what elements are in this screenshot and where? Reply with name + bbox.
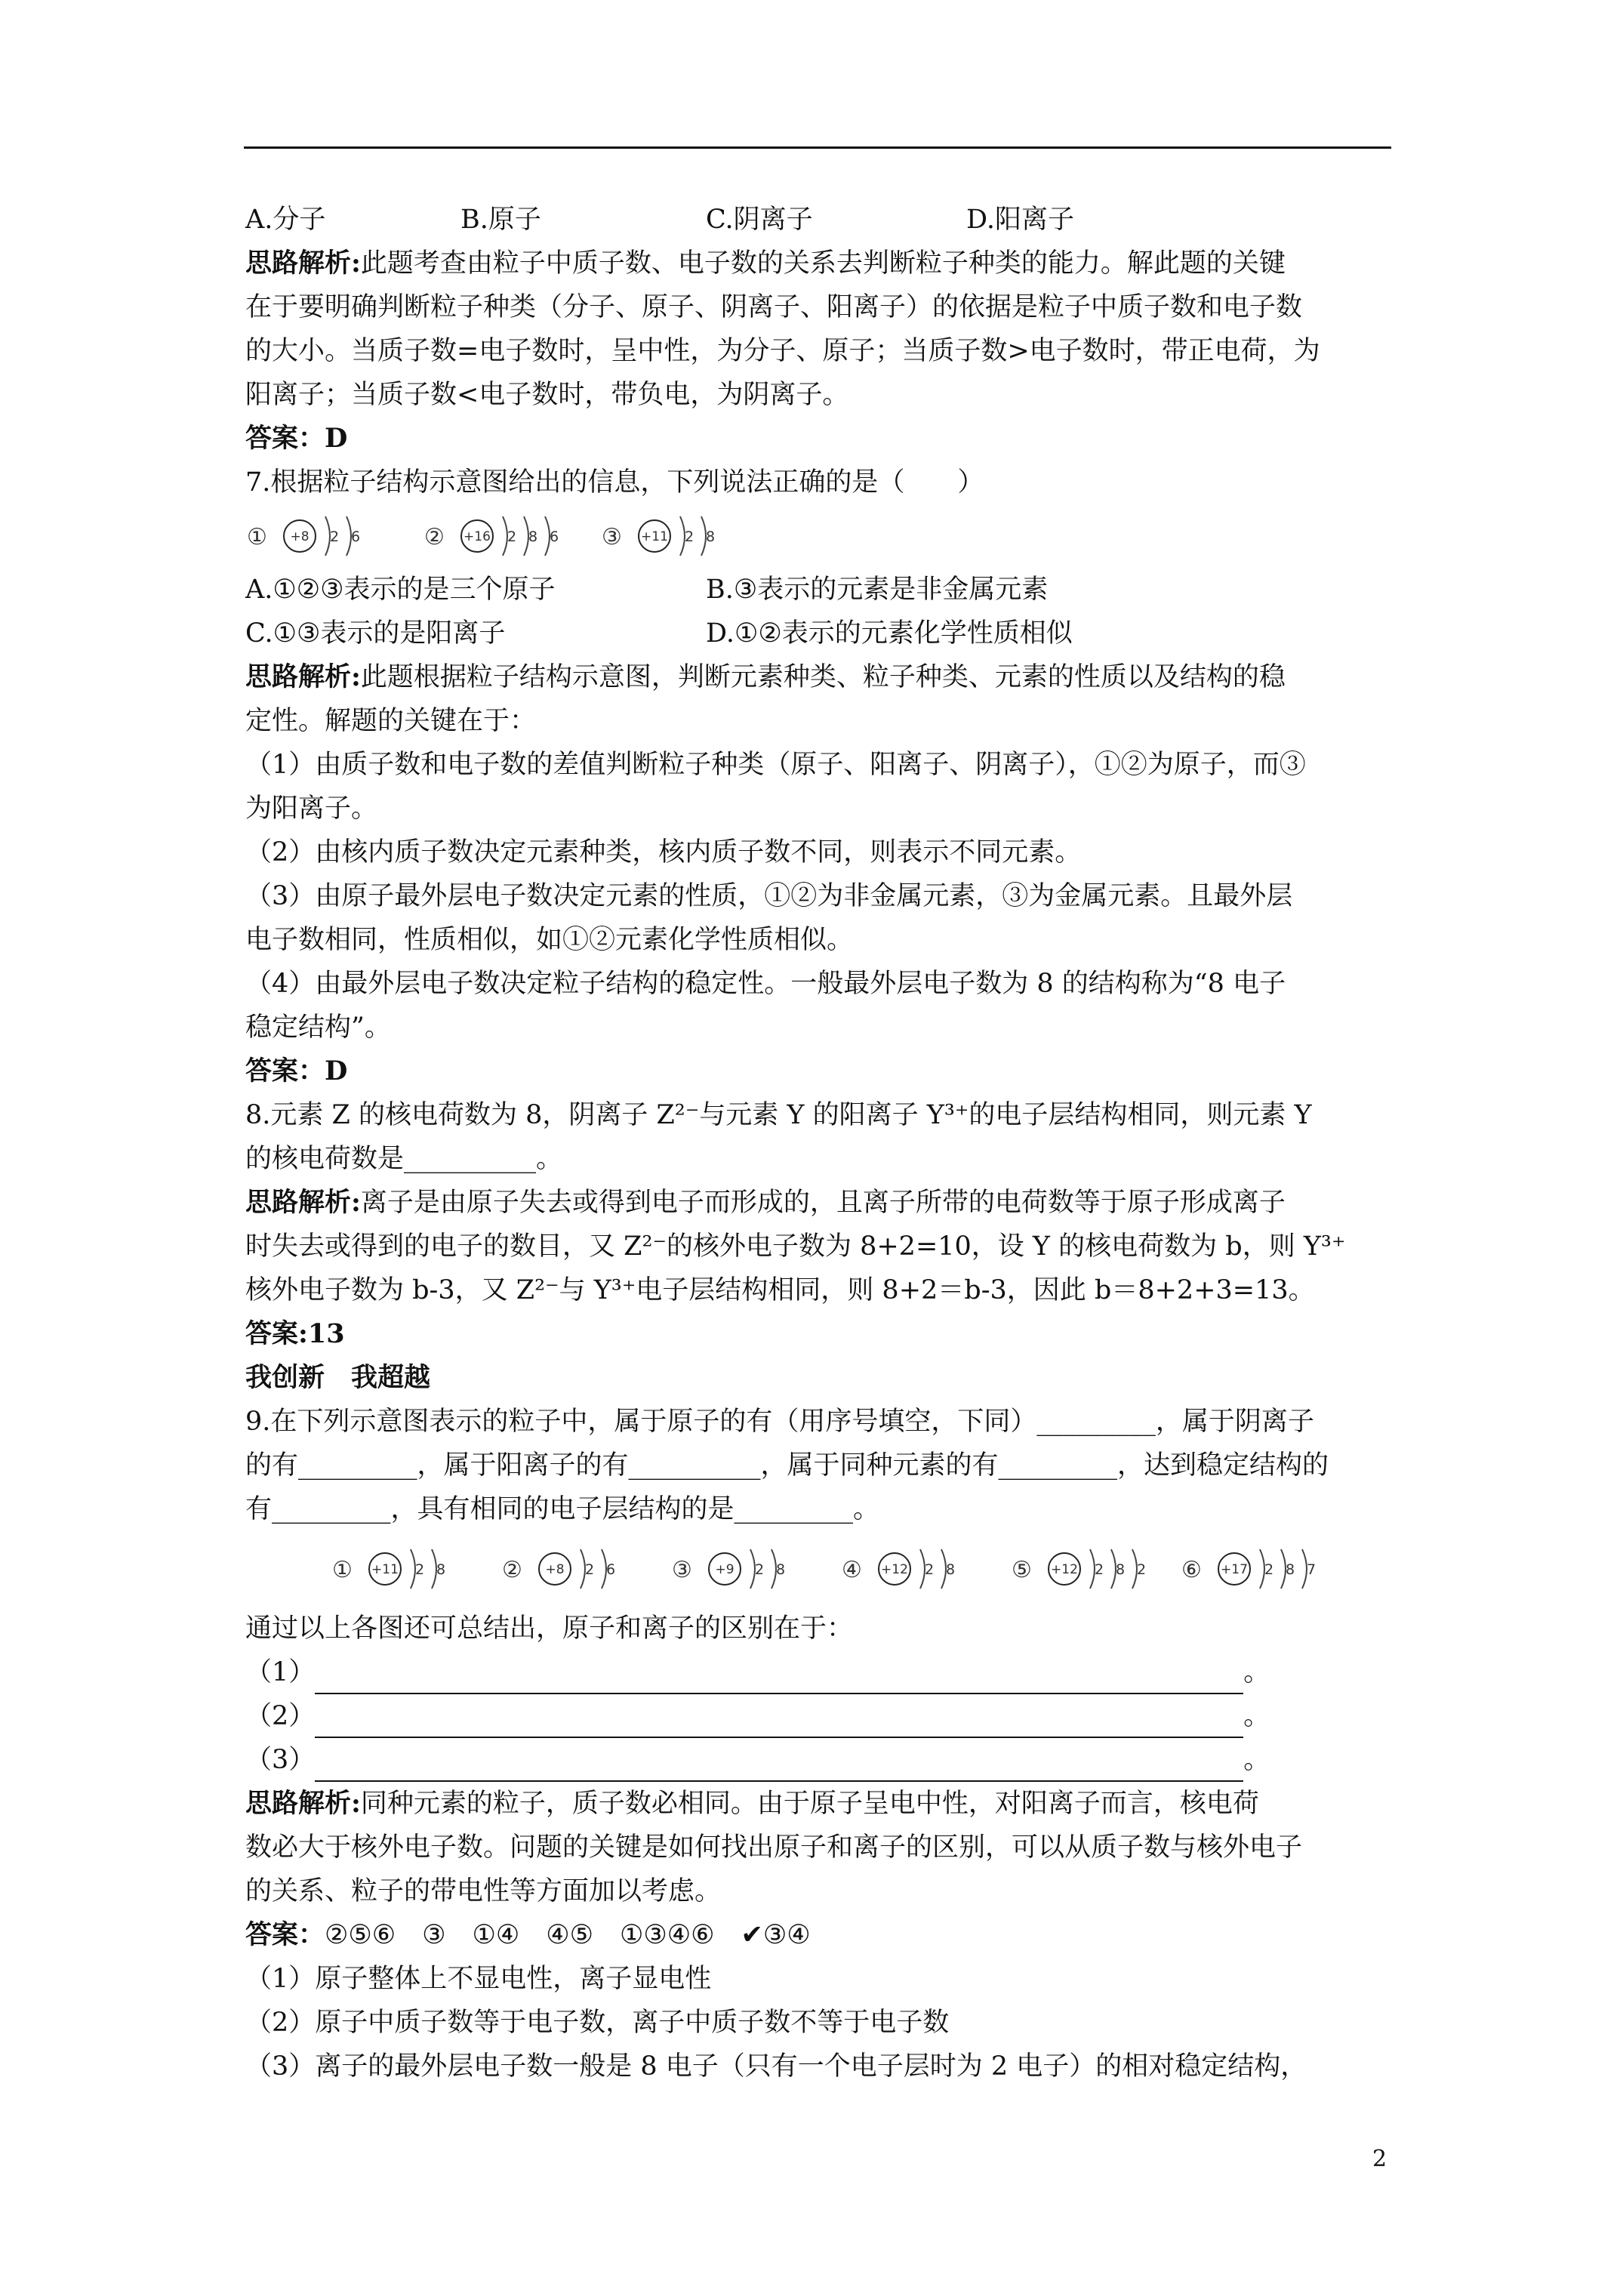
section-title: 我创新 我超越 <box>245 1362 431 1393</box>
q9-analysis-line: 数必大于核外电子数。问题的关键是如何找出原子和离子的区别，可以从质子数与核外电子 <box>245 1832 1303 1863</box>
q7-analysis-line: 思路解析:此题根据粒子结构示意图，判断元素种类、粒子种类、元素的性质以及结构的稳 <box>245 661 1286 692</box>
shell-electron-count: 2 <box>584 1561 595 1578</box>
nucleus-charge: +11 <box>371 1562 399 1577</box>
q7-analysis-line: （1）由质子数和电子数的差值判断粒子种类（原子、阳离子、阴离子），①②为原子，而③ <box>245 750 1306 780</box>
q9-answer: 答案：②⑤⑥ ③ ①④ ④⑤ ①③④⑥ ✔③④ <box>245 1919 811 1950</box>
diagram-label: ④ <box>842 1557 862 1583</box>
q9-answer-line: （1）原子整体上不显电性，离子显电性 <box>245 1964 712 1994</box>
q7-answer: 答案：D <box>245 1056 348 1086</box>
q8-stem-line: 8.元素 Z 的核电荷数为 8，阴离子 Z²⁻与元素 Y 的阳离子 Y³⁺的电子层结构相同，则元素 Y <box>245 1100 1312 1130</box>
q6-option-a: A.分子 <box>245 205 326 235</box>
diagram-label: ② <box>424 524 445 550</box>
document-body <box>245 198 1393 2088</box>
diagram-label: ⑤ <box>1012 1557 1032 1583</box>
q7-option-b: B.③表示的元素是非金属元素 <box>706 575 1049 605</box>
q7-analysis-line: 电子数相同，性质相似，如①②元素化学性质相似。 <box>245 925 854 955</box>
q7-structure-diagrams <box>245 504 819 568</box>
nucleus-charge: +8 <box>290 529 310 544</box>
nucleus-charge: +12 <box>881 1562 908 1577</box>
header-rule <box>244 146 1391 149</box>
q9-answer-line: （3）离子的最外层电子数一般是 8 电子（只有一个电子层时为 2 电子）的相对稳定结构， <box>245 2051 1307 2082</box>
q9-answer-line: （2）原子中质子数等于电子数，离子中质子数不等于电子数 <box>245 2008 950 2038</box>
nucleus-charge: +9 <box>715 1562 735 1577</box>
q7-option-a: A.①②③表示的是三个原子 <box>245 575 556 605</box>
shell-electron-count: 7 <box>1306 1561 1317 1578</box>
diagram-label: ① <box>332 1557 353 1583</box>
nucleus-charge: +17 <box>1221 1562 1248 1577</box>
q7-options-row1 <box>245 568 1393 612</box>
shell-electron-count: 2 <box>1094 1561 1104 1578</box>
answer-blank[interactable] <box>315 1663 1243 1694</box>
shell-electron-count: 8 <box>436 1561 446 1578</box>
analysis-label: 思路解析: <box>245 1187 361 1218</box>
atom-diagram-2 <box>502 1549 615 1589</box>
q9-analysis-line: 的关系、粒子的带电性等方面加以考虑。 <box>245 1876 722 1906</box>
q7-analysis-line: （2）由核内质子数决定元素种类，核内质子数不同，则表示不同元素。 <box>245 837 1082 868</box>
shell-electron-count: 2 <box>924 1561 935 1578</box>
q6-analysis-line: 在于要明确判断粒子种类（分子、原子、阴离子、阳离子）的依据是粒子中质子数和电子数 <box>245 292 1303 322</box>
answer-blank[interactable] <box>315 1706 1243 1738</box>
atom-diagram-4 <box>842 1549 955 1589</box>
q9-blank-row: （3） 。 <box>245 1738 1393 1782</box>
q6-analysis-line: 的大小。当质子数=电子数时，呈中性，为分子、原子；当质子数>电子数时，带正电荷，为 <box>245 336 1320 366</box>
q6-analysis-line: 阳离子；当质子数<电子数时，带负电，为阴离子。 <box>245 380 849 410</box>
nucleus-charge: +12 <box>1051 1562 1078 1577</box>
q9-stem-line: 的有_________，属于阳离子的有__________，属于同种元素的有_________，达到稳定结构的 <box>245 1450 1329 1481</box>
q7-analysis-line: 为阳离子。 <box>245 794 378 824</box>
q9-diagrams <box>245 1531 1393 1607</box>
atom-diagram-3 <box>602 516 715 556</box>
q9-summary: 通过以上各图还可总结出，原子和离子的区别在于： <box>245 1613 854 1644</box>
diagram-label: ③ <box>672 1557 692 1583</box>
q7-analysis-line: （4）由最外层电子数决定粒子结构的稳定性。一般最外层电子数为 8 的结构称为“8 电子 <box>245 969 1286 999</box>
analysis-label: 思路解析: <box>245 661 361 692</box>
q8-answer: 答案:13 <box>245 1318 345 1349</box>
q6-option-d: D.阳离子 <box>966 205 1074 235</box>
nucleus-charge: +11 <box>641 529 668 544</box>
q7-analysis-line: 定性。解题的关键在于： <box>245 706 537 736</box>
shell-electron-count: 6 <box>350 529 361 545</box>
shell-electron-count: 2 <box>507 529 517 545</box>
shell-electron-count: 8 <box>528 529 538 545</box>
shell-electron-count: 6 <box>605 1561 616 1578</box>
shell-electron-count: 8 <box>705 529 716 545</box>
shell-electron-count: 2 <box>414 1561 425 1578</box>
q6-option-b: B.原子 <box>460 205 541 235</box>
shell-electron-count: 2 <box>1136 1561 1147 1578</box>
q7-diagrams <box>245 504 1393 568</box>
diagram-label: ② <box>502 1557 522 1583</box>
shell-electron-count: 8 <box>1115 1561 1126 1578</box>
q7-option-c: C.①③表示的是阳离子 <box>245 618 506 649</box>
page-number: 2 <box>1372 2146 1387 2172</box>
q7-option-d: D.①②表示的元素化学性质相似 <box>706 618 1073 649</box>
shell-electron-count: 8 <box>775 1561 786 1578</box>
q9-blank-row: （1） 。 <box>245 1650 1393 1694</box>
atom-diagram-5 <box>1012 1549 1146 1589</box>
atom-diagram-1 <box>332 1549 445 1589</box>
q7-analysis-line: （3）由原子最外层电子数决定元素的性质，①②为非金属元素，③为金属元素。且最外层 <box>245 881 1293 911</box>
nucleus-charge: +16 <box>463 529 491 544</box>
answer-blank[interactable] <box>315 1750 1243 1782</box>
shell-electron-count: 2 <box>329 529 340 545</box>
diagram-label: ① <box>247 524 267 550</box>
analysis-label: 思路解析: <box>245 248 361 279</box>
q6-option-c: C.阴离子 <box>706 205 813 235</box>
q8-stem-line: 的核电荷数是__________。 <box>245 1144 563 1174</box>
q7-options-row2 <box>245 612 1393 655</box>
q7-stem: 7.根据粒子结构示意图给出的信息，下列说法正确的是（ ） <box>245 467 984 498</box>
q8-analysis-line: 思路解析:离子是由原子失去或得到电子而形成的，且离子所带的电荷数等于原子形成离子 <box>245 1187 1286 1218</box>
q9-stem-line: 有_________，具有相同的电子层结构的是_________。 <box>245 1494 880 1524</box>
q9-stem-line: 9.在下列示意图表示的粒子中，属于原子的有（用序号填空，下同）_________，属于阴离子 <box>245 1407 1314 1437</box>
shell-electron-count: 2 <box>684 529 694 545</box>
shell-electron-count: 2 <box>754 1561 765 1578</box>
atom-diagram-2 <box>424 516 559 556</box>
diagram-label: ③ <box>602 524 622 550</box>
atom-diagram-1 <box>247 516 360 556</box>
atom-diagram-6 <box>1181 1549 1316 1589</box>
q6-options <box>245 198 1393 242</box>
shell-electron-count: 8 <box>1285 1561 1295 1578</box>
q8-analysis-line: 时失去或得到的电子的数目，又 Z²⁻的核外电子数为 8+2=10，设 Y 的核电荷数为 b，则 Y³⁺ <box>245 1231 1346 1262</box>
nucleus-charge: +8 <box>545 1562 565 1577</box>
diagram-label: ⑥ <box>1181 1557 1202 1583</box>
q8-analysis-line: 核外电子数为 b-3，又 Z²⁻与 Y³⁺电子层结构相同，则 8+2＝b-3，因此 b＝8+2+3=13。 <box>245 1275 1315 1305</box>
atom-diagram-3 <box>672 1549 785 1589</box>
q6-analysis-line: 思路解析:此题考查由粒子中质子数、电子数的关系去判断粒子种类的能力。解此题的关键 <box>245 248 1286 279</box>
shell-electron-count: 2 <box>1264 1561 1274 1578</box>
q9-structure-diagrams <box>245 1531 1317 1607</box>
q9-analysis-line: 思路解析:同种元素的粒子，质子数必相同。由于原子呈电中性，对阳离子而言，核电荷 <box>245 1788 1259 1819</box>
q9-blank-row: （2） 。 <box>245 1694 1393 1738</box>
q7-analysis-line: 稳定结构”。 <box>245 1012 391 1043</box>
shell-electron-count: 6 <box>549 529 559 545</box>
q6-answer: 答案：D <box>245 423 348 454</box>
analysis-label: 思路解析: <box>245 1788 361 1819</box>
shell-electron-count: 8 <box>945 1561 956 1578</box>
